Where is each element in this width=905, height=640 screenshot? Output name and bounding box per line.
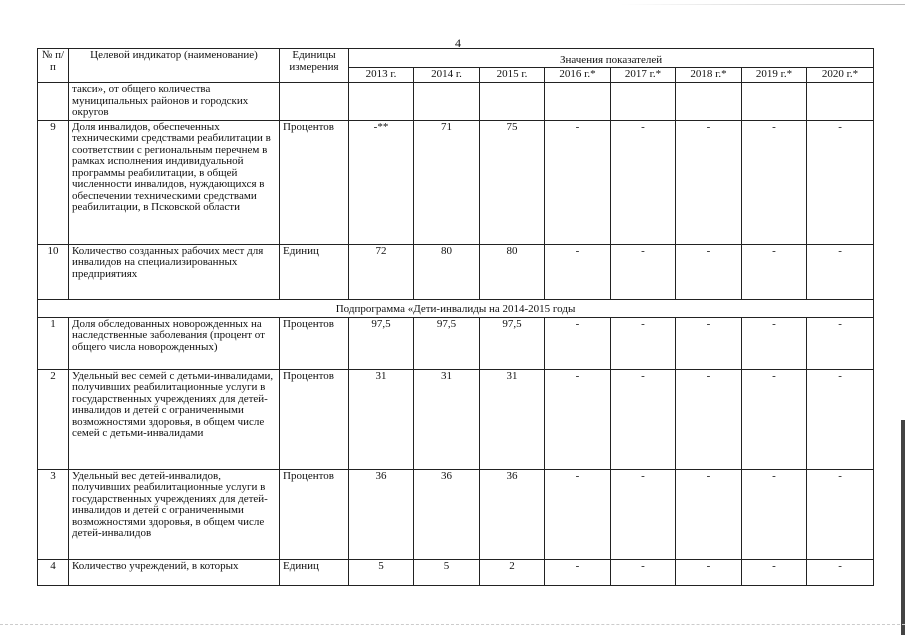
- row-value: -: [742, 244, 807, 299]
- row-value: 36: [480, 469, 545, 559]
- header-year: 2015 г.: [480, 68, 545, 83]
- header-year: 2013 г.: [349, 68, 414, 83]
- page-number: 4: [455, 36, 461, 50]
- row-value: 97,5: [480, 317, 545, 369]
- row-value: -: [545, 244, 611, 299]
- row-unit: Процентов: [280, 120, 349, 244]
- row-value: 75: [480, 120, 545, 244]
- header-num: № п/п: [38, 49, 69, 83]
- header-year: 2019 г.*: [742, 68, 807, 83]
- row-value: -: [676, 369, 742, 469]
- row-value: -: [807, 469, 874, 559]
- row-value: -: [545, 559, 611, 585]
- row-unit: Процентов: [280, 469, 349, 559]
- row-num: 4: [38, 559, 69, 585]
- row-name: Количество учреждений, в которых: [69, 559, 280, 585]
- row-value: -: [676, 317, 742, 369]
- row-name: Доля обследованных новорожденных на наследственные заболевания (процент от общего числа новорожденных): [69, 317, 280, 369]
- row-num: 3: [38, 469, 69, 559]
- row-value: -: [742, 317, 807, 369]
- row-value: 97,5: [349, 317, 414, 369]
- table-row-subprogram: [38, 299, 874, 317]
- row-value: -: [611, 559, 676, 585]
- row-value: -: [545, 469, 611, 559]
- header-values-group: Значения показателей: [349, 49, 874, 68]
- scan-noise-line: [0, 624, 905, 626]
- row-value: -: [807, 120, 874, 244]
- row-value: 31: [480, 369, 545, 469]
- row-value: -: [676, 120, 742, 244]
- header-year: 2017 г.*: [611, 68, 676, 83]
- row-unit: Процентов: [280, 369, 349, 469]
- row-value: 2: [480, 559, 545, 585]
- row-value: -: [807, 369, 874, 469]
- row-value: -: [611, 120, 676, 244]
- row-num: 2: [38, 369, 69, 469]
- header-name: Целевой индикатор (наименование): [69, 49, 280, 83]
- row-value: -: [807, 244, 874, 299]
- row-value: -: [742, 120, 807, 244]
- header-unit: Единицы измерения: [280, 49, 349, 83]
- row-num: 10: [38, 244, 69, 299]
- subprogram-title: Подпрограмма «Дети-инвалиды на 2014-2015 годы: [38, 299, 874, 317]
- row-value: 5: [349, 559, 414, 585]
- row-name: такси», от общего количества муниципальных районов и городских округов: [69, 83, 280, 121]
- header-year: 2014 г.: [414, 68, 480, 83]
- indicators-table: [37, 48, 874, 586]
- header-year: 2016 г.*: [545, 68, 611, 83]
- row-value: 5: [414, 559, 480, 585]
- row-value: -: [545, 120, 611, 244]
- row-value: 36: [414, 469, 480, 559]
- row-value: -: [545, 369, 611, 469]
- table-row: [38, 244, 874, 299]
- row-value: -: [676, 559, 742, 585]
- row-value: 97,5: [414, 317, 480, 369]
- row-value: -: [611, 317, 676, 369]
- row-value: -: [676, 244, 742, 299]
- row-num: 1: [38, 317, 69, 369]
- table-row: [38, 559, 874, 585]
- row-value: -: [676, 469, 742, 559]
- header-year: 2018 г.*: [676, 68, 742, 83]
- row-value: -: [742, 369, 807, 469]
- row-value: -: [611, 469, 676, 559]
- row-unit: Процентов: [280, 317, 349, 369]
- row-value: 36: [349, 469, 414, 559]
- table-row: [38, 317, 874, 369]
- scan-edge-shadow: [901, 420, 905, 635]
- row-value: -: [807, 317, 874, 369]
- table-row-continued: [38, 83, 874, 121]
- row-name: Удельный вес семей с детьми-инвалидами, получивших реабилитационные услуги в государственных учреждениях для детей-инвалидов и детей с ограниченными возможностями здоровья, в общем числе семей с детьми-инвалидами: [69, 369, 280, 469]
- row-num: 9: [38, 120, 69, 244]
- row-value: 80: [480, 244, 545, 299]
- row-value: -: [742, 559, 807, 585]
- row-name: Количество созданных рабочих мест для инвалидов на специализированных предприятиях: [69, 244, 280, 299]
- header-year: 2020 г.*: [807, 68, 874, 83]
- row-unit: Единиц: [280, 244, 349, 299]
- row-value: -: [545, 317, 611, 369]
- table-row: [38, 469, 874, 559]
- row-value: -: [611, 369, 676, 469]
- row-value: 71: [414, 120, 480, 244]
- row-value: 31: [414, 369, 480, 469]
- row-unit: Единиц: [280, 559, 349, 585]
- table-row: [38, 369, 874, 469]
- table-row: [38, 120, 874, 244]
- row-value: 72: [349, 244, 414, 299]
- row-value: 31: [349, 369, 414, 469]
- row-name: Удельный вес детей-инвалидов, получивших реабилитационные услуги в государственных учреждениях для детей-инвалидов и детей с ограниченными возможностями здоровья, в общем числе детей-инвалидов: [69, 469, 280, 559]
- row-value: 80: [414, 244, 480, 299]
- scan-edge-line: [620, 4, 905, 5]
- row-value: -: [807, 559, 874, 585]
- row-name: Доля инвалидов, обеспеченных техническими средствами реабилитации в соответствии с региональным перечнем в рамках исполнения индивидуальной программы реабилитации, в общей численности инвалидов, нуждающихся в обеспечении техническими средствами реабилитации, в Псковской области: [69, 120, 280, 244]
- row-value: -**: [349, 120, 414, 244]
- row-value: -: [611, 244, 676, 299]
- row-value: -: [742, 469, 807, 559]
